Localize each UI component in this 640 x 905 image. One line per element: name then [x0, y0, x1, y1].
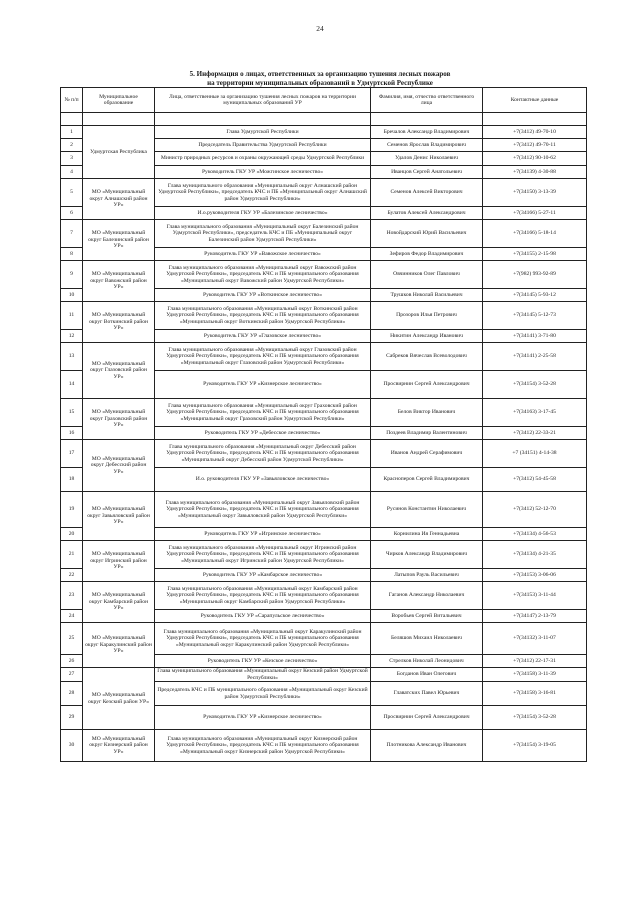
responsible-position: Руководитель ГКУ УР «Глазовское лесничество» — [155, 330, 371, 343]
responsible-position: Председатель Правительства Удмуртской Республики — [155, 139, 371, 152]
contact-phone: +7(3412) 22-17-31 — [483, 655, 587, 668]
responsible-position: Руководитель ГКУ УР «Камбарское лесничество» — [155, 569, 371, 582]
responsible-position — [155, 113, 371, 126]
responsible-position: Руководитель ГКУ УР «Можгинское лесничество» — [155, 166, 371, 179]
contact-phone: +7(3412) 54-45-58 — [483, 468, 587, 492]
municipality-cell: МО «Муниципальный округ Алнашский район УР» — [83, 179, 155, 220]
table-row — [61, 261, 587, 289]
row-number: 24 — [61, 610, 83, 623]
row-number: 20 — [61, 528, 83, 541]
table-row — [61, 113, 587, 126]
responsible-name: Новойдарский Юрий Васильевич — [371, 220, 483, 248]
responsible-name: Чирков Александр Владимирович — [371, 541, 483, 569]
contact-phone: +7(3412) 52-12-70 — [483, 492, 587, 528]
responsible-name: Семенов Алексей Викторович — [371, 179, 483, 207]
responsible-name: Красноперов Сергей Владимирович — [371, 468, 483, 492]
responsible-name: Богданов Иван Олегович — [371, 668, 483, 682]
responsible-name: Воробьев Сергей Витальевич — [371, 610, 483, 623]
row-number: 10 — [61, 289, 83, 302]
responsible-name: Главатских Павел Юрьевич — [371, 682, 483, 706]
row-number: 12 — [61, 330, 83, 343]
contact-phone: +7(34153) 3-06-06 — [483, 569, 587, 582]
row-number: 18 — [61, 468, 83, 492]
municipality-cell: МО «Муниципальный округ Граховский район УР» — [83, 399, 155, 440]
contact-phone: +7(34134) 4-56-53 — [483, 528, 587, 541]
contact-phone: +7(34155) 2-15-98 — [483, 248, 587, 261]
responsible-name: Сабреков Вячеслав Всеволодович — [371, 343, 483, 371]
row-number: 23 — [61, 582, 83, 610]
municipality-cell: МО «Муниципальный округ Балезинский район УР» — [83, 220, 155, 261]
contact-phone: +7(34154) 3-52-28 — [483, 371, 587, 399]
responsible-position: Глава муниципального образования «Муниципальный округ Каракулинский район Удмуртской Республики», председатель КЧС и ПБ муниципального образования «Муниципальный округ Каракулинский район Удмуртской Республики» — [155, 623, 371, 655]
contact-phone: +7(34134) 4-21-35 — [483, 541, 587, 569]
responsible-name: Удалов Денис Николаевич — [371, 152, 483, 166]
responsible-name: Поздеев Владимир Валентинович — [371, 427, 483, 440]
contact-phone: +7(3412) 49-70-10 — [483, 126, 587, 139]
row-number: 13 — [61, 343, 83, 371]
row-number: 5 — [61, 179, 83, 207]
contact-phone: +7(34147) 2-13-79 — [483, 610, 587, 623]
municipality-cell: МО «Муниципальный округ Кизнерский район УР» — [83, 730, 155, 762]
contact-phone: +7(34154) 3-52-28 — [483, 706, 587, 730]
table-row — [61, 440, 587, 468]
row-number: 26 — [61, 655, 83, 668]
contact-phone: +7(34145) 5-93-12 — [483, 289, 587, 302]
responsible-name: Русинов Константин Николаевич — [371, 492, 483, 528]
responsible-name — [371, 113, 483, 126]
table-row — [61, 623, 587, 655]
responsible-name: Латыпов Рауль Васильевич — [371, 569, 483, 582]
page-number: 24 — [316, 24, 324, 33]
row-number: 16 — [61, 427, 83, 440]
contact-phone: +7(34158) 3-16-81 — [483, 682, 587, 706]
responsible-name: Стрелков Николай Леонидович — [371, 655, 483, 668]
table-row — [61, 126, 587, 139]
header-full-name: Фамилия, имя, отчество ответственного лица — [371, 88, 483, 113]
municipality-cell: МО «Муниципальный округ Дебесский район УР» — [83, 440, 155, 492]
municipality-cell: МО «Муниципальный округ Кезский район УР» — [83, 668, 155, 730]
table-header-row — [61, 88, 587, 113]
row-number: 6 — [61, 207, 83, 220]
contact-phone — [483, 113, 587, 126]
table-title-line-2: на территории муниципальных образований в Удмуртской Республике — [207, 78, 433, 87]
responsible-position: Глава муниципального образования «Муниципальный округ Игринский район Удмуртской Республики», председатель КЧС и ПБ муниципального образования «Муниципальный округ Игринский район Удмуртской Республики» — [155, 541, 371, 569]
row-number: 27 — [61, 668, 83, 682]
responsible-position: Глава муниципального образования «Муниципальный округ Воткинский район Удмуртской Республики», председатель КЧС и ПБ муниципального образования «Муниципальный округ Воткинский район Удмуртской Республики» — [155, 302, 371, 330]
row-number: 9 — [61, 261, 83, 289]
contact-phone: +7 (34151) 4-14-38 — [483, 440, 587, 468]
responsible-name: Иванов Андрей Серафимович — [371, 440, 483, 468]
responsible-name: Корнилина Ия Геннадьевна — [371, 528, 483, 541]
contact-phone: +7(34163) 3-17-45 — [483, 399, 587, 427]
responsible-position: Руководитель ГКУ УР «Игринское лесничество» — [155, 528, 371, 541]
row-number: 11 — [61, 302, 83, 330]
contact-phone: +7(34132) 3-11-07 — [483, 623, 587, 655]
contact-phone: +7(34145) 5-12-73 — [483, 302, 587, 330]
responsible-position: И.о. руководителя ГКУ УР «Завьяловское лесничество» — [155, 468, 371, 492]
responsible-name: Никитин Александр Иванович — [371, 330, 483, 343]
table-row — [61, 730, 587, 762]
contact-phone: +7(34166) 5-18-14 — [483, 220, 587, 248]
responsible-position: Председатель КЧС и ПБ муниципального образования «Муниципальный округ Кезский район Удмуртской Республики» — [155, 682, 371, 706]
table-row — [61, 343, 587, 371]
responsible-position: Глава муниципального образования «Муниципальный округ Кизнерский район Удмуртской Республики», председатель КЧС и ПБ муниципального образования «Муниципальный округ Кизнерский район Удмуртской Республики» — [155, 730, 371, 762]
row-number: 19 — [61, 492, 83, 528]
municipality-cell: МО «Муниципальный округ Игринский район УР» — [83, 541, 155, 582]
row-number: 30 — [61, 730, 83, 762]
table-row — [61, 492, 587, 528]
responsible-position: Глава муниципального образования «Муниципальный округ Глазовский район Удмуртской Республики», председатель КЧС и ПБ муниципального образования «Муниципальный округ Глазовский район Удмуртской Республики» — [155, 343, 371, 371]
contact-phone: +7(34153) 3-11-44 — [483, 582, 587, 610]
table-row — [61, 582, 587, 610]
responsible-position: Министр природных ресурсов и охраны окружающей среды Удмуртской Республики — [155, 152, 371, 166]
responsible-position: Глава муниципального образования «Муниципальный округ Дебесский район Удмуртской Республики», председатель КЧС и ПБ муниципального образования «Муниципальный округ Дебесский район Удмуртской Республики» — [155, 440, 371, 468]
contact-phone: +7(34139) 4-30-88 — [483, 166, 587, 179]
responsible-position: Руководитель ГКУ УР «Воткинское лесничество» — [155, 289, 371, 302]
contact-phone: +7(3412) 22-33-21 — [483, 427, 587, 440]
contact-phone: +7(34158) 3-11-39 — [483, 668, 587, 682]
contact-phone: +7(34154) 3-19-05 — [483, 730, 587, 762]
responsible-name: Беляшов Михаил Николаевич — [371, 623, 483, 655]
responsible-name: Трушков Николай Васильевич — [371, 289, 483, 302]
table-row — [61, 302, 587, 330]
header-responsible-position: Лица, ответственные за организацию тушения лесных пожаров на территории муниципальных образований УР — [155, 88, 371, 113]
responsible-position: Глава муниципального образования «Муниципальный округ Балезинский район Удмуртской Республики», председатель КЧС и ПБ «Муниципальный округ Балезинский район Удмуртской Республики» — [155, 220, 371, 248]
row-number: 21 — [61, 541, 83, 569]
row-number: 8 — [61, 248, 83, 261]
row-number: 7 — [61, 220, 83, 248]
municipality-cell: МО «Муниципальный округ Глазовский район УР» — [83, 343, 155, 399]
table-row — [61, 668, 587, 682]
row-number: 17 — [61, 440, 83, 468]
contact-phone: +7(982) 993-92-89 — [483, 261, 587, 289]
responsible-name: Прозоров Илья Петрович — [371, 302, 483, 330]
contact-phone: +7(34150) 3-13-39 — [483, 179, 587, 207]
table-title — [80, 70, 560, 87]
responsible-position: Глава муниципального образования «Муниципальный округ Кезский район Удмуртской Республики» — [155, 668, 371, 682]
responsible-position: Глава Удмуртской Республики — [155, 126, 371, 139]
row-number — [61, 113, 83, 126]
table-row — [61, 399, 587, 427]
responsible-position: Руководитель ГКУ УР «Кизнерское лесничество» — [155, 371, 371, 399]
row-number: 28 — [61, 682, 83, 706]
row-number: 4 — [61, 166, 83, 179]
table-row — [61, 179, 587, 207]
municipality-cell: Удмуртская Республика — [83, 126, 155, 179]
responsible-name: Бречалов Александр Владимирович — [371, 126, 483, 139]
row-number: 15 — [61, 399, 83, 427]
responsible-name: Зефиров Федор Владимирович — [371, 248, 483, 261]
row-number: 1 — [61, 126, 83, 139]
table-title-line-1: 5. Информация о лицах, ответственных за организацию тушения лесных пожаров — [189, 70, 451, 78]
municipality-cell — [83, 113, 155, 126]
municipality-cell: МО «Муниципальный округ Каракулинский район УР» — [83, 623, 155, 668]
row-number: 2 — [61, 139, 83, 152]
contact-phone: +7(34141) 2-25-58 — [483, 343, 587, 371]
header-municipality: Муниципальное образование — [83, 88, 155, 113]
row-number: 14 — [61, 371, 83, 399]
responsible-name: Булатов Алексей Александрович — [371, 207, 483, 220]
contact-phone: +7(34141) 3-71-80 — [483, 330, 587, 343]
responsible-position: Руководитель ГКУ УР «Кизнерское лесничество» — [155, 706, 371, 730]
contact-phone: +7(3412) 49-70-11 — [483, 139, 587, 152]
municipality-cell: МО «Муниципальный округ Завьяловский район УР» — [83, 492, 155, 541]
responsible-position: Глава муниципального образования «Муниципальный округ Граховский район Удмуртской Республики», председатель КЧС и ПБ муниципального образования «Муниципальный округ Граховский район Удмуртской Республики» — [155, 399, 371, 427]
header-number: № п/п — [61, 88, 83, 113]
row-number: 29 — [61, 706, 83, 730]
responsible-position: Глава муниципального образования «Муниципальный округ Завьяловский район Удмуртской Республики», председатель КЧС и ПБ муниципального образования «Муниципальный округ Завьяловский район Удмуртской Республики» — [155, 492, 371, 528]
responsible-name: Гаганов Александр Николаевич — [371, 582, 483, 610]
responsible-name: Овчинников Олег Павлович — [371, 261, 483, 289]
responsible-name: Иванцов Сергей Анатольевич — [371, 166, 483, 179]
responsible-name: Семенов Ярослав Владимирович — [371, 139, 483, 152]
contact-phone: +7(3412) 90-10-62 — [483, 152, 587, 166]
header-contacts: Контактные данные — [483, 88, 587, 113]
row-number: 3 — [61, 152, 83, 166]
responsible-position: И.о.руководителя ГКУ УР «Балезинское лесничество» — [155, 207, 371, 220]
row-number: 25 — [61, 623, 83, 655]
table-body — [61, 113, 587, 762]
responsible-position: Глава муниципального образования «Муниципальный округ Алнашский район Удмуртской Республики», председатель КЧС и ПБ «Муниципальный округ Алнашский район Удмуртской Республики» — [155, 179, 371, 207]
responsible-name: Просвирнин Сергей Александрович — [371, 371, 483, 399]
responsible-position: Руководитель ГКУ УР «Сарапульское лесничество» — [155, 610, 371, 623]
row-number: 22 — [61, 569, 83, 582]
table-row — [61, 220, 587, 248]
municipality-cell: МО «Муниципальный округ Воткинский район УР» — [83, 302, 155, 343]
contact-phone: +7(34166) 5-27-11 — [483, 207, 587, 220]
responsible-name: Белов Виктор Иванович — [371, 399, 483, 427]
responsible-name: Просвирнин Сергей Александрович — [371, 706, 483, 730]
responsible-position: Глава муниципального образования «Муниципальный округ Вавожский район Удмуртской Республики», председатель КЧС и ПБ муниципального образования «Муниципальный округ Вавожский район Удмуртской Республики» — [155, 261, 371, 289]
responsible-position: Руководитель ГКУ УР «Вавожское лесничество» — [155, 248, 371, 261]
responsible-position: Руководитель ГКУ УР «Кезское лесничество» — [155, 655, 371, 668]
responsible-name: Плотникова Александр Иванович — [371, 730, 483, 762]
municipality-cell: МО «Муниципальный округ Вавожский район УР» — [83, 261, 155, 302]
responsible-position: Руководитель ГКУ УР «Дебесское лесничество» — [155, 427, 371, 440]
table-row — [61, 541, 587, 569]
responsible-persons-table — [60, 87, 587, 762]
responsible-position: Глава муниципального образования «Муниципальный округ Камбарский район Удмуртской Республики», председатель КЧС и ПБ муниципального образования «Муниципальный округ Камбарский район Удмуртской Республики» — [155, 582, 371, 610]
municipality-cell: МО «Муниципальный округ Камбарский район УР» — [83, 582, 155, 623]
